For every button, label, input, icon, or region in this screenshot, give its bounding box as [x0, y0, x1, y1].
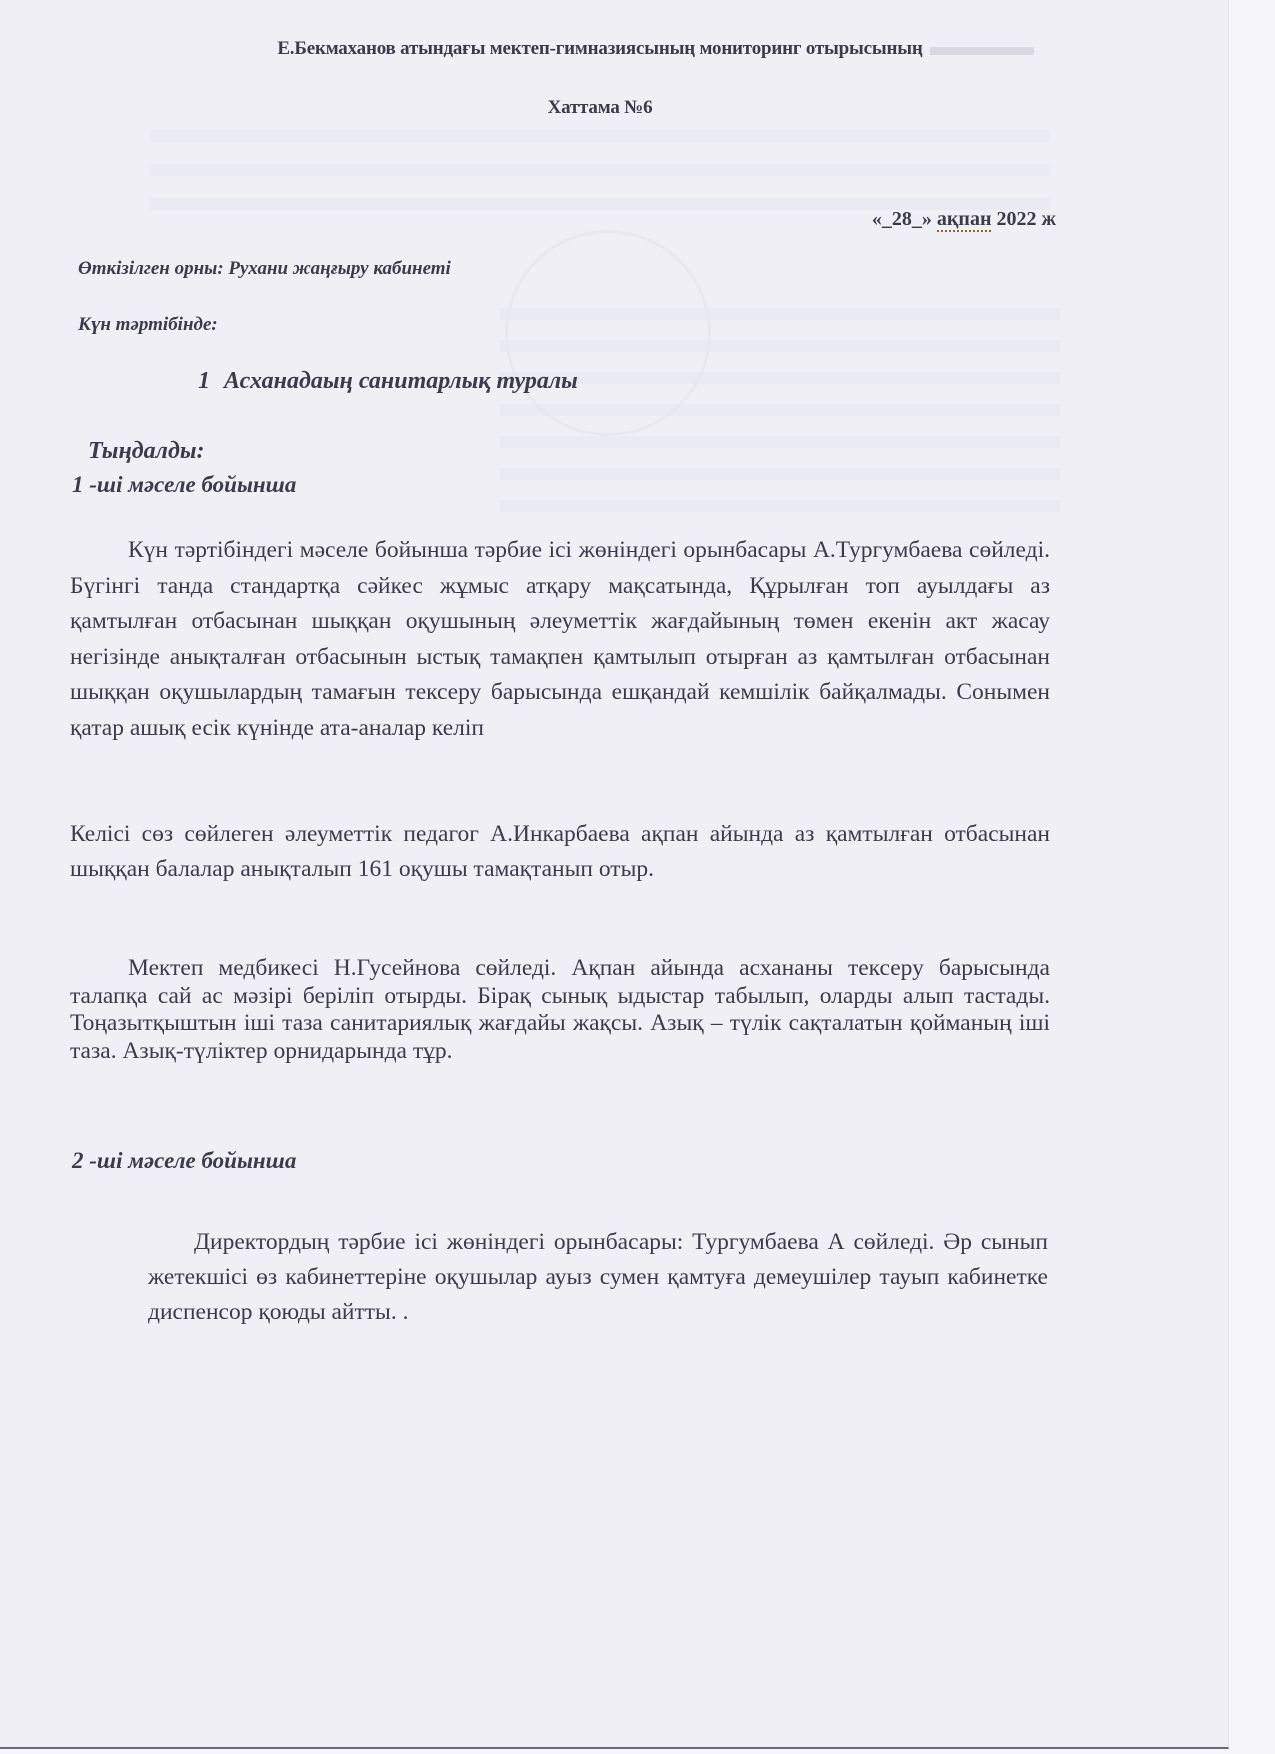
document-title: Е.Бекмаханов атындағы мектеп-гимназиясының мониторинг отырысының — [277, 38, 923, 59]
agenda-label: Күн тәртібінде: — [78, 314, 218, 335]
document-date — [872, 208, 1056, 231]
bleed-through-decoration — [500, 300, 1060, 520]
issue-1-heading: 1 -ші мәселе бойынша — [72, 472, 297, 497]
issue-1-paragraph-3 — [70, 955, 1050, 1065]
issue-1-paragraph-3-text: Мектеп медбикесі Н.Гусейнова сөйледі. Ақпан айында асхананы тексеру барысында талапқа сай ас мәзірі беріліп отырды. Бірақ сынық ыдыстар табылып, оларды алып тастады. Тоңазытқыштын іші таза санитариялық жағдайы жақсы. Азық – түлік сақталатын қойманың іші таза. Азық-түліктер орнидарында тұр. — [70, 955, 1050, 1064]
issue-2-heading: 2 -ші мәселе бойынша — [72, 1148, 297, 1173]
bleed-through-decoration: ​▬▬▬▬ — [930, 32, 1034, 61]
issue-1-paragraph-1-text: Күн тәртібіндегі мәселе бойынша тәрбие ісі жөніндегі орынбасары А.Тургумбаева сөйледі. Бүгінгі танда стандартқа сәйкес жұмыс атқару мақсатында, Құрылған топ ауылдағы аз қамтылған отбасынан шыққан оқушының әлеуметтік жағдайының төмен екенін акт жасау негізінде анықталған отбасынын ыстық тамақпен қамтылып отырған аз қамтылған отбасынан шыққан оқушылардың тамағын тексеру барысында ешқандай кемшілік байқалмады. Сонымен қатар ашық есік күнінде ата-аналар келіп — [70, 537, 1050, 741]
agenda-item-text: Асханадаың санитарлық туралы — [224, 368, 578, 394]
bleed-through-stamp-decoration — [505, 230, 711, 436]
issue-1-paragraph-2-text: Келісі сөз сөйлеген әлеуметтік педагог А.Инкарбаева ақпан айында аз қамтылған отбасынан шыққан балалар анықталып 161 оқушы тамақтанып отыр. — [70, 821, 1050, 882]
protocol-number: Хаттама №6 — [547, 97, 653, 118]
agenda-item-number: 1 — [198, 368, 210, 394]
issue-2-paragraph-1-text: Директордың тәрбие ісі жөніндегі орынбасары: Тургумбаева А сөйледі. Әр сынып жетекшісі өз кабинеттеріне оқушылар ауыз сумен қамтуға демеушілер тауып кабинетке диспенсор қоюды айтты. . — [148, 1229, 1048, 1325]
date-day: «_28_» — [871, 208, 932, 230]
issue-2-paragraph-1 — [148, 1225, 1048, 1330]
date-year: 2022 ж — [996, 208, 1056, 230]
bleed-through-decoration — [150, 120, 1050, 220]
issue-1-paragraph-1 — [70, 533, 1050, 746]
agenda-item — [198, 368, 578, 395]
date-month: ақпан — [936, 208, 992, 230]
venue-line: Өткізілген орны: Рухани жаңғыру кабинеті — [78, 258, 451, 279]
issue-1-paragraph-2 — [70, 817, 1050, 887]
heard-label: Тыңдалды: — [88, 438, 205, 464]
